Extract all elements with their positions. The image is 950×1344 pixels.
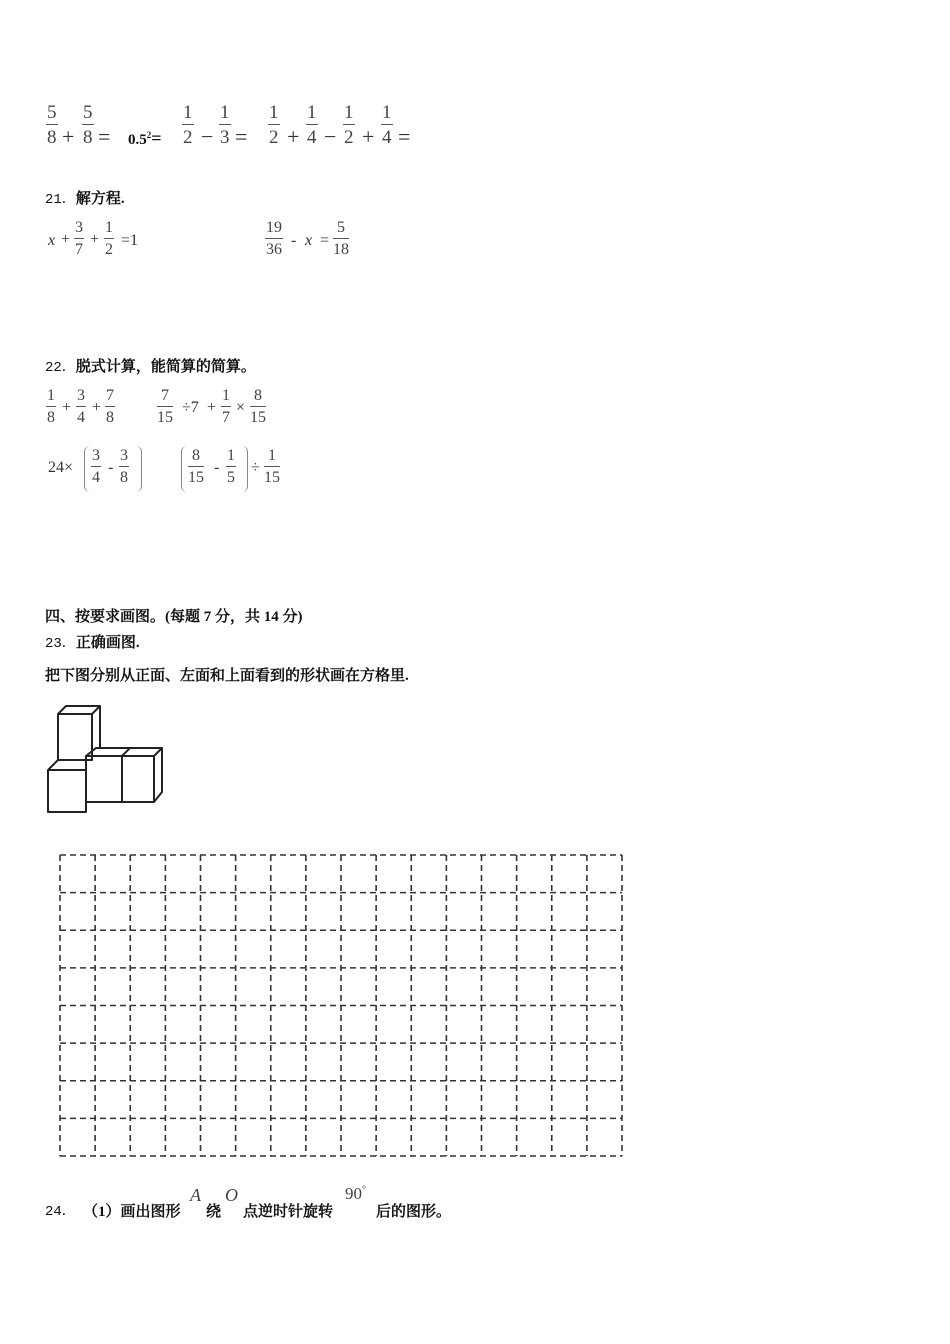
- equals-sign: =: [398, 124, 411, 149]
- question-title: 正确画图.: [75, 635, 140, 651]
- fraction: [188, 448, 204, 486]
- fraction: [250, 388, 266, 426]
- plus-sign: +: [62, 399, 72, 416]
- numerator: 19: [266, 219, 282, 236]
- denominator: 2: [269, 127, 279, 148]
- question-22-heading: [45, 355, 256, 376]
- numerator: 1: [183, 102, 193, 123]
- rotate-text: 点逆时针旋转: [243, 1204, 334, 1220]
- minus-sign: -: [214, 459, 220, 476]
- question-title: 解方程.: [75, 191, 125, 207]
- question-23-instruction: 把下图分别从正面、左面和上面看到的形状画在方格里.: [45, 668, 409, 684]
- question-number: 24．: [45, 1204, 76, 1220]
- section-4-heading: 四、按要求画图。(每题 7 分，共 14 分): [45, 609, 303, 625]
- dashed-grid: [56, 851, 626, 1160]
- denominator: 8: [83, 127, 93, 148]
- fraction: [119, 448, 129, 486]
- fraction: [343, 103, 355, 147]
- question-part: （1）画出图形: [83, 1204, 181, 1220]
- angle-number: 90: [345, 1184, 362, 1203]
- right-hand-side: =1: [121, 232, 139, 249]
- question-number: 23．: [45, 636, 76, 652]
- divide-seven: ÷7: [182, 399, 199, 416]
- numerator: 1: [344, 102, 354, 123]
- divide-sign: ÷: [251, 459, 260, 476]
- after-text: 后的图形。: [376, 1204, 452, 1220]
- numerator: 1: [227, 447, 235, 464]
- numerator: 1: [105, 219, 113, 236]
- fraction: [268, 103, 280, 147]
- denominator: 2: [344, 127, 354, 148]
- equals-sign: =: [151, 128, 162, 148]
- equals-sign: =: [98, 124, 111, 149]
- fraction: [82, 103, 94, 147]
- numerator: 5: [83, 102, 93, 123]
- denominator: 2: [183, 127, 193, 148]
- numerator: 1: [269, 102, 279, 123]
- plus-sign: +: [90, 231, 100, 248]
- times-sign: ×: [236, 399, 246, 416]
- around-text: 绕: [206, 1204, 222, 1220]
- fraction: [104, 220, 114, 258]
- plus-sign: +: [62, 124, 75, 149]
- fraction: [46, 388, 56, 426]
- minus-sign: -: [108, 459, 114, 476]
- denominator: 15: [250, 409, 266, 426]
- leading-factor: 24×: [48, 459, 74, 476]
- point-label: O: [225, 1185, 238, 1205]
- numerator: 1: [220, 102, 230, 123]
- exponent: 2: [146, 130, 152, 140]
- fraction: [381, 103, 393, 147]
- numerator: 3: [75, 219, 83, 236]
- denominator: 5: [227, 469, 235, 486]
- equals-sign: =: [320, 232, 330, 249]
- variable-x: x: [305, 232, 313, 249]
- numerator: 8: [192, 447, 200, 464]
- question-number: 21．: [45, 192, 76, 208]
- base: 0.5: [128, 132, 147, 148]
- shape-label: A: [190, 1185, 201, 1205]
- fraction: [333, 220, 349, 258]
- plus-sign: +: [92, 399, 102, 416]
- numerator: 3: [77, 387, 85, 404]
- denominator: 36: [266, 241, 282, 258]
- numerator: 1: [382, 102, 392, 123]
- denominator: 4: [307, 127, 317, 148]
- fraction: [306, 103, 318, 147]
- degree-sign: °: [362, 1184, 366, 1196]
- denominator: 18: [333, 241, 349, 258]
- denominator: 4: [382, 127, 392, 148]
- denominator: 8: [47, 409, 55, 426]
- denominator: 3: [220, 127, 230, 148]
- fraction: [219, 103, 231, 147]
- numerator: 8: [254, 387, 262, 404]
- numerator: 1: [47, 387, 55, 404]
- expression-power: [128, 128, 162, 149]
- question-title: 脱式计算，能简算的简算。: [75, 359, 256, 375]
- equals-sign: =: [235, 124, 248, 149]
- minus-sign: −: [324, 124, 337, 149]
- denominator: 7: [222, 409, 230, 426]
- fraction: [105, 388, 115, 426]
- numerator: 1: [222, 387, 230, 404]
- question-number: 22．: [45, 360, 76, 376]
- fraction: [157, 388, 173, 426]
- fraction: [74, 220, 84, 258]
- fraction: [76, 388, 86, 426]
- numerator: 1: [307, 102, 317, 123]
- denominator: 2: [105, 241, 113, 258]
- numerator: 3: [92, 447, 100, 464]
- numerator: 3: [120, 447, 128, 464]
- denominator: 15: [157, 409, 173, 426]
- cube-figure: [44, 702, 166, 817]
- denominator: 8: [120, 469, 128, 486]
- numerator: 5: [337, 219, 345, 236]
- fraction: [264, 448, 280, 486]
- denominator: 8: [106, 409, 114, 426]
- denominator: 15: [188, 469, 204, 486]
- plus-sign: +: [362, 124, 375, 149]
- denominator: 4: [92, 469, 100, 486]
- fraction: [226, 448, 236, 486]
- denominator: 8: [47, 127, 57, 148]
- angle-value: [345, 1184, 366, 1204]
- fraction: [221, 388, 231, 426]
- minus-sign: −: [201, 124, 214, 149]
- numerator: 1: [268, 447, 276, 464]
- plus-sign: +: [61, 231, 71, 248]
- variable-x: x: [48, 232, 56, 249]
- minus-sign: -: [291, 232, 297, 249]
- fraction: [46, 103, 58, 147]
- fraction: [91, 448, 101, 486]
- numerator: 7: [106, 387, 114, 404]
- denominator: 4: [77, 409, 85, 426]
- question-23-heading: [45, 631, 140, 652]
- fraction: [265, 220, 283, 258]
- fraction: [182, 103, 194, 147]
- denominator: 15: [264, 469, 280, 486]
- numerator: 7: [161, 387, 169, 404]
- denominator: 7: [75, 241, 83, 258]
- plus-sign: +: [287, 124, 300, 149]
- plus-sign: +: [207, 399, 217, 416]
- question-21-heading: [45, 187, 125, 208]
- numerator: 5: [47, 102, 57, 123]
